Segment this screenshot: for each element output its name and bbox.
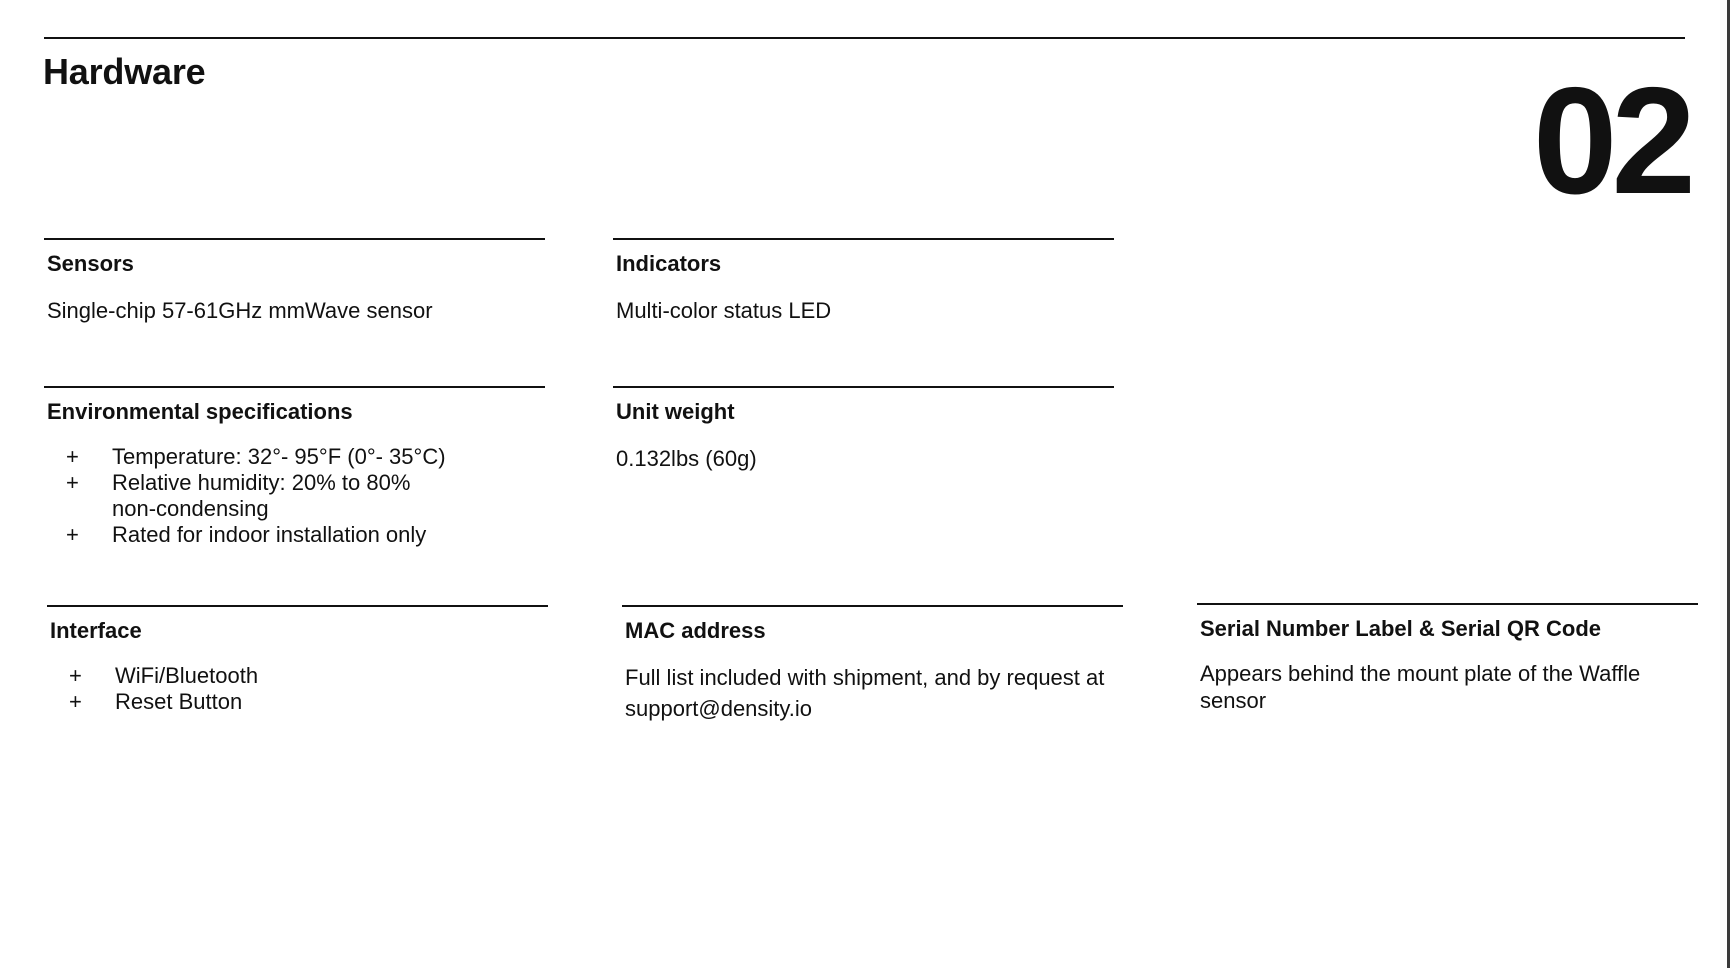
plus-bullet-icon: +: [66, 470, 79, 496]
serial-number-text: Appears behind the mount plate of the Waffle sensor: [1200, 661, 1641, 713]
sensors-heading: Sensors: [47, 251, 134, 276]
list-item-text: Reset Button: [115, 689, 243, 715]
environmental-specifications-section: [44, 386, 545, 548]
indicators-section: [613, 238, 1114, 326]
sensors-section: [44, 238, 545, 326]
list-item: [50, 689, 548, 715]
interface-heading: Interface: [50, 618, 142, 643]
list-item: [50, 663, 548, 689]
serial-number-heading: Serial Number Label & Serial QR Code: [1200, 616, 1602, 641]
unit-weight-text: 0.132lbs (60g): [616, 446, 757, 472]
list-item: [47, 444, 545, 470]
mac-address-heading: MAC address: [625, 618, 766, 643]
environmental-list: [44, 425, 545, 548]
list-item-text: Temperature: 32°- 95°F (0°- 35°C): [112, 444, 446, 470]
indicators-heading: Indicators: [616, 251, 722, 276]
plus-bullet-icon: +: [69, 689, 82, 715]
plus-bullet-icon: +: [69, 663, 82, 689]
list-item: [47, 522, 545, 548]
list-item-text: WiFi/Bluetooth: [115, 663, 259, 689]
mac-address-text: Full list included with shipment, and by request at support@density.io: [625, 665, 1105, 722]
plus-bullet-icon: +: [66, 444, 79, 470]
header-divider: [44, 37, 1685, 39]
indicators-text: Multi-color status LED: [616, 298, 832, 324]
mac-address-section: [622, 605, 1123, 725]
unit-weight-section: [613, 386, 1114, 474]
page-title: Hardware: [43, 51, 206, 92]
list-item: [47, 470, 545, 522]
unit-weight-heading: Unit weight: [616, 399, 735, 424]
environmental-heading: Environmental specifications: [47, 399, 353, 424]
page-number: 02: [1532, 56, 1690, 226]
plus-bullet-icon: +: [66, 522, 79, 548]
sensors-text: Single-chip 57-61GHz mmWave sensor: [47, 298, 433, 324]
interface-section: [47, 605, 548, 715]
interface-list: [47, 644, 548, 715]
list-item-text: Rated for indoor installation only: [112, 522, 427, 548]
list-item-text: Relative humidity: 20% to 80% non-condensing: [112, 470, 411, 522]
serial-number-section: [1197, 603, 1698, 714]
